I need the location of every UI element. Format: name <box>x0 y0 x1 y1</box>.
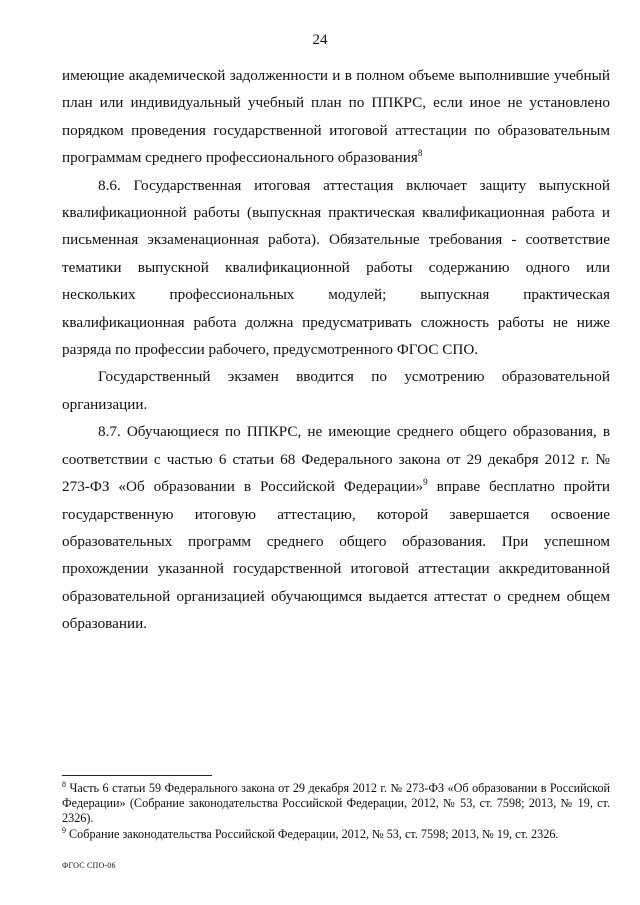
paragraph-text: 8.7. Обучающиеся по ППКРС, не имеющие среднего общего образования, в соответствии с частью 6 статьи 68 Федерального закона от 29 декабря 2012 г. № 273-ФЗ «Об образовании в Российской Федерации» <box>62 423 610 496</box>
footnotes <box>62 781 610 842</box>
paragraph-text: вправе бесплатно пройти государственную итоговую аттестацию, которой завершается освоение образовательных программ среднего общего образования. При успешном прохождении указанной государственной итоговой аттестации аккредитованной образовательной организацией обучающимся выдается аттестат о среднем общем образовании. <box>62 478 610 633</box>
footnote-text: Часть 6 статьи 59 Федерального закона от 29 декабря 2012 г. № 273-ФЗ «Об образовании в Российской Федерации» (Собрание законодательства Российской Федерации, 2012, № 53, ст. 7598; 2013, № 19, ст. 2326). <box>62 781 610 826</box>
footnote-ref-8[interactable]: 8 <box>417 148 423 159</box>
footnote-divider <box>62 775 212 776</box>
page-number: 24 <box>312 32 328 48</box>
footnote-mark: 9 <box>62 825 66 835</box>
paragraph-state-exam: Государственный экзамен вводится по усмотрению образовательной организации. <box>62 368 610 413</box>
footnote-mark: 8 <box>62 779 66 789</box>
paragraph-8-6: 8.6. Государственная итоговая аттестация включает защиту выпускной квалификационной работы (выпускная практическая квалификационная работа и письменная экзаменационная работа). Обязательные требования - соответствие тематики выпускной квалификационной работы содержанию одного или нескольких профессиональных модулей; выпускная практическая квалификационная работа должна предусматривать сложность работы не ниже разряда по профессии рабочего, предусмотренного ФГОС СПО. <box>62 176 610 359</box>
footnote-9 <box>62 827 610 842</box>
footnote-ref-9[interactable]: 9 <box>423 477 428 488</box>
paragraph-continuation <box>62 62 610 172</box>
paragraph-8-7 <box>62 418 610 637</box>
footnote-text: Собрание законодательства Российской Федерации, 2012, № 53, ст. 7598; 2013, № 19, ст. 2326. <box>66 826 559 841</box>
body-text <box>62 62 610 638</box>
document-code: ФГОС СПО-06 <box>62 861 116 870</box>
footnote-8 <box>62 781 610 827</box>
paragraph-text: имеющие академической задолженности и в полном объеме выполнившие учебный план или индивидуальный учебный план по ППКРС, если иное не установлено порядком проведения государственной итоговой аттестации по образовательным программам среднего профессионального образования <box>62 67 610 167</box>
